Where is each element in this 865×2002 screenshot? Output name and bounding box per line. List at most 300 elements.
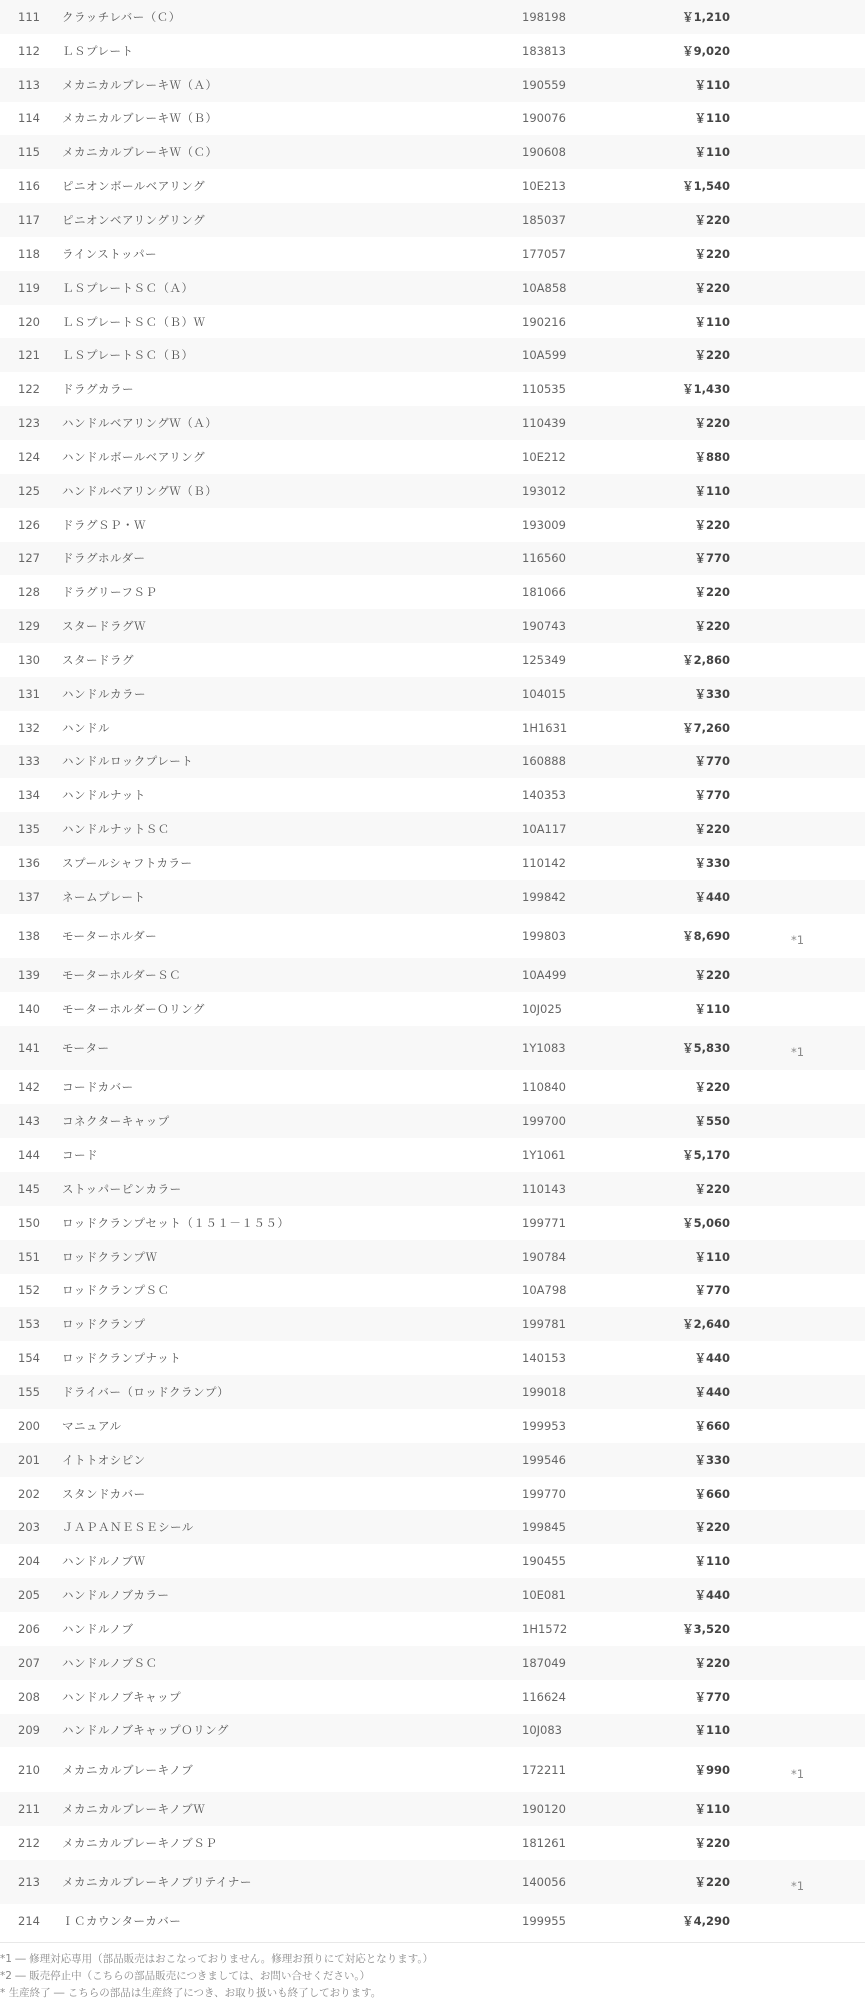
part-number: 111: [0, 0, 58, 34]
part-note: [730, 440, 865, 474]
part-price: ￥110: [694, 111, 730, 126]
part-note: [730, 1477, 865, 1511]
part-code: 199018: [522, 1375, 658, 1409]
part-code: 190608: [522, 135, 658, 169]
part-number: 113: [0, 68, 58, 102]
part-number: 145: [0, 1172, 58, 1206]
part-name: ハンドルノブＷ: [62, 1554, 146, 1569]
part-number: 124: [18, 449, 40, 464]
part-number: 133: [0, 745, 58, 779]
part-price: ￥4,290: [682, 1913, 730, 1928]
part-price: ￥220: [658, 1646, 730, 1680]
part-price: ￥220: [694, 517, 730, 532]
part-number: 129: [0, 609, 58, 643]
part-code: 199700: [522, 1104, 658, 1138]
part-code: 10J025: [522, 1002, 562, 1017]
part-code: 1Y1061: [522, 1148, 566, 1163]
part-number: 116: [18, 179, 40, 194]
part-name: メカニカルブレーキノブＷ: [58, 1792, 522, 1826]
part-code: 104015: [522, 677, 658, 711]
part-note: [730, 102, 865, 136]
part-name: ＬＳプレートＳＣ（Ａ）: [58, 271, 522, 305]
part-name: ＬＳプレート: [62, 43, 134, 58]
part-note: *1: [790, 933, 805, 948]
part-number: 125: [0, 474, 58, 508]
part-code: 199842: [522, 880, 658, 914]
part-number: 214: [18, 1913, 40, 1928]
part-code: 125349: [522, 652, 566, 667]
part-price: ￥220: [694, 1835, 730, 1850]
part-note: [730, 237, 865, 271]
part-note: [730, 0, 865, 34]
part-code: 190120: [522, 1792, 658, 1826]
part-number: 204: [18, 1554, 40, 1569]
part-name: ＩＣカウンターカバー: [62, 1913, 182, 1928]
part-name: ドラグカラー: [62, 382, 134, 397]
table-row: [0, 643, 865, 677]
part-price: ￥220: [658, 609, 730, 643]
table-row: [0, 1341, 865, 1375]
part-number: 208: [18, 1689, 40, 1704]
part-code: 140153: [522, 1351, 566, 1366]
part-note: [730, 1104, 865, 1138]
part-price: ￥660: [694, 1418, 730, 1433]
part-number: 135: [0, 812, 58, 846]
part-code: 110439: [522, 406, 658, 440]
part-price: ￥110: [658, 135, 730, 169]
part-price: ￥110: [658, 1714, 730, 1748]
part-note: [730, 508, 865, 542]
part-price: ￥770: [694, 1689, 730, 1704]
part-name: モーターホルダーＯリング: [62, 1002, 205, 1017]
part-note: [730, 1612, 865, 1646]
part-price: ￥2,860: [682, 652, 730, 667]
part-code: 185037: [522, 203, 658, 237]
part-price: ￥440: [694, 1351, 730, 1366]
part-note: [730, 812, 865, 846]
part-note: [730, 135, 865, 169]
part-note: [730, 1206, 865, 1240]
table-row: [0, 1680, 865, 1714]
table-row: [0, 1747, 865, 1792]
part-price: ￥220: [694, 246, 730, 261]
part-name: メカニカルブレーキＷ（Ｃ）: [58, 135, 522, 169]
part-price: ￥2,640: [658, 1307, 730, 1341]
part-price: ￥220: [658, 1172, 730, 1206]
part-number: 130: [18, 652, 40, 667]
table-row: [0, 1409, 865, 1443]
footnote-line: *2 ― 販売停止中（こちらの部品販売につきましては、お問い合せください。）: [0, 1969, 371, 1982]
table-row: [0, 271, 865, 305]
part-note: [730, 1341, 865, 1375]
part-code: 190784: [522, 1240, 658, 1274]
part-code: 10E212: [522, 449, 566, 464]
table-row: [0, 846, 865, 880]
part-code: 10E081: [522, 1578, 658, 1612]
table-row: [0, 958, 865, 992]
part-code: 160888: [522, 745, 658, 779]
part-note: [730, 1409, 865, 1443]
part-name: ハンドルナット: [62, 788, 146, 803]
table-row: [0, 305, 865, 339]
table-row: [0, 372, 865, 406]
part-code: 172211: [522, 1762, 566, 1777]
part-price: ￥110: [658, 474, 730, 508]
part-number: 202: [18, 1486, 40, 1501]
part-number: 200: [18, 1418, 40, 1433]
part-price: ￥440: [658, 1375, 730, 1409]
part-price: ￥550: [658, 1104, 730, 1138]
part-number: 122: [18, 382, 40, 397]
part-name: メカニカルブレーキノブ: [62, 1762, 194, 1777]
part-code: 110840: [522, 1080, 566, 1095]
part-number: 115: [0, 135, 58, 169]
part-price: ￥220: [658, 203, 730, 237]
part-price: ￥1,430: [682, 382, 730, 397]
part-note: [730, 677, 865, 711]
table-row: [0, 1612, 865, 1646]
part-note: [730, 1826, 865, 1860]
part-price: ￥220: [694, 585, 730, 600]
part-code: 187049: [522, 1646, 658, 1680]
part-price: ￥330: [658, 1443, 730, 1477]
part-price: ￥220: [658, 958, 730, 992]
part-price: ￥220: [658, 1860, 730, 1905]
part-name: スタンドカバー: [62, 1486, 146, 1501]
part-note: *1: [790, 1766, 805, 1781]
table-row: [0, 1206, 865, 1240]
part-number: 120: [18, 314, 40, 329]
part-note: [730, 711, 865, 745]
part-name: ネームプレート: [58, 880, 522, 914]
table-row: [0, 1578, 865, 1612]
part-price: ￥770: [658, 745, 730, 779]
part-note: [730, 609, 865, 643]
part-note: [730, 1510, 865, 1544]
part-code: 198198: [522, 0, 658, 34]
part-note: [730, 372, 865, 406]
part-name: マニュアル: [62, 1418, 122, 1433]
part-name: コード: [62, 1148, 98, 1163]
part-note: [730, 1680, 865, 1714]
part-code: 199781: [522, 1307, 658, 1341]
part-price: ￥220: [658, 271, 730, 305]
part-note: [730, 1792, 865, 1826]
part-note: [730, 1070, 865, 1104]
part-number: 143: [0, 1104, 58, 1138]
part-note: [730, 1240, 865, 1274]
part-name: コネクターキャップ: [58, 1104, 522, 1138]
part-number: 128: [18, 585, 40, 600]
part-number: 136: [18, 856, 40, 871]
part-note: *1: [730, 1026, 865, 1071]
table-row: [0, 880, 865, 914]
part-price: ￥110: [694, 1554, 730, 1569]
part-number: 154: [18, 1351, 40, 1366]
part-code: 110142: [522, 856, 566, 871]
part-name: スタードラグＷ: [58, 609, 522, 643]
part-code: 190743: [522, 609, 658, 643]
part-name: モーターホルダーＳＣ: [58, 958, 522, 992]
part-code: 190455: [522, 1554, 566, 1569]
part-number: 207: [0, 1646, 58, 1680]
part-price: ￥220: [694, 1080, 730, 1095]
part-name: ハンドルボールベアリング: [62, 449, 206, 464]
table-row: [0, 34, 865, 68]
table-row: [0, 135, 865, 169]
table-row: [0, 508, 865, 542]
part-number: 151: [0, 1240, 58, 1274]
part-number: 117: [0, 203, 58, 237]
part-price: ￥7,260: [682, 720, 730, 735]
footnote-line: * 生産終了 ― こちらの部品は生産終了につき、お取り扱いも終了しております。: [0, 1986, 382, 1999]
part-name: メカニカルブレーキＷ（Ａ）: [58, 68, 522, 102]
part-code: 10E213: [522, 179, 566, 194]
part-price: ￥330: [694, 856, 730, 871]
part-price: ￥440: [658, 1578, 730, 1612]
part-price: ￥1,210: [658, 0, 730, 34]
table-row: [0, 609, 865, 643]
part-name: ピニオンベアリングリング: [58, 203, 522, 237]
table-row: [0, 1544, 865, 1578]
table-row: [0, 440, 865, 474]
part-code: 199770: [522, 1486, 566, 1501]
part-note: [730, 745, 865, 779]
part-price: ￥110: [694, 314, 730, 329]
part-number: 127: [0, 542, 58, 576]
part-code: 140353: [522, 788, 566, 803]
part-code: 10A798: [522, 1283, 567, 1298]
part-note: [730, 880, 865, 914]
table-row: [0, 575, 865, 609]
part-price: ￥990: [694, 1762, 730, 1777]
part-name: ＪＡＰＡＮＥＳＥシール: [58, 1510, 522, 1544]
part-name: ハンドルノブ: [62, 1621, 134, 1636]
part-name: クラッチレバー（Ｃ）: [58, 0, 522, 34]
table-row: [0, 711, 865, 745]
table-row: [0, 542, 865, 576]
table-row: [0, 474, 865, 508]
part-name: ロッドクランプセット（１５１－１５５）: [62, 1215, 290, 1230]
part-name: ロッドクランプナット: [62, 1351, 182, 1366]
part-note: [730, 271, 865, 305]
part-price: ￥330: [658, 677, 730, 711]
table-row: [0, 237, 865, 271]
footnotes: [0, 1942, 865, 2002]
part-note: [730, 203, 865, 237]
part-code: 110535: [522, 382, 566, 397]
table-row: [0, 0, 865, 34]
part-name: ピニオンボールベアリング: [62, 179, 206, 194]
part-number: 150: [18, 1215, 40, 1230]
table-row: [0, 745, 865, 779]
part-number: 137: [0, 880, 58, 914]
part-code: 10A599: [522, 338, 658, 372]
part-name: ＬＳプレートＳＣ（Ｂ）Ｗ: [62, 314, 206, 329]
part-number: 126: [18, 517, 40, 532]
part-code: 116624: [522, 1689, 566, 1704]
table-row: [0, 68, 865, 102]
part-note: [730, 643, 865, 677]
part-name: ハンドルベアリングＷ（Ｂ）: [58, 474, 522, 508]
part-code: 181066: [522, 585, 566, 600]
part-note: [730, 1443, 865, 1477]
part-price: ￥8,690: [682, 929, 730, 944]
part-code: 199845: [522, 1510, 658, 1544]
table-row: [0, 169, 865, 203]
part-price: ￥110: [658, 68, 730, 102]
part-note: [730, 1544, 865, 1578]
part-name: ハンドルノブＳＣ: [58, 1646, 522, 1680]
part-number: 213: [0, 1860, 58, 1905]
part-code: 199953: [522, 1418, 566, 1433]
table-row: [0, 1443, 865, 1477]
part-number: 203: [0, 1510, 58, 1544]
part-name: ストッパーピンカラー: [58, 1172, 522, 1206]
part-note: [730, 1274, 865, 1308]
part-number: 144: [18, 1148, 40, 1163]
part-price: ￥220: [658, 812, 730, 846]
part-note: [730, 778, 865, 812]
part-number: 155: [0, 1375, 58, 1409]
part-name: ハンドルベアリングＷ（Ａ）: [58, 406, 522, 440]
table-row: [0, 1646, 865, 1680]
table-row: [0, 1070, 865, 1104]
footnote-line: *1 ― 修理対応専用（部品販売はおこなっておりません。修理お預りにて対応となります。）: [0, 1952, 434, 1965]
table-row: [0, 812, 865, 846]
part-note: [730, 1646, 865, 1680]
part-price: ￥5,830: [658, 1026, 730, 1071]
part-code: 116560: [522, 542, 658, 576]
table-row: [0, 1240, 865, 1274]
part-price: ￥3,520: [682, 1621, 730, 1636]
part-name: モーター: [58, 1026, 522, 1071]
part-name: スプールシャフトカラー: [62, 856, 193, 871]
part-code: 193012: [522, 474, 658, 508]
part-note: [730, 846, 865, 880]
part-name: ハンドルノブキャップＯリング: [58, 1714, 522, 1748]
part-number: 205: [0, 1578, 58, 1612]
table-row: [0, 1138, 865, 1172]
part-code: 190216: [522, 314, 566, 329]
table-row: [0, 992, 865, 1026]
part-name: ロッドクランプＳＣ: [62, 1283, 170, 1298]
part-name: ロッドクランプＷ: [58, 1240, 522, 1274]
part-code: 199546: [522, 1443, 658, 1477]
part-number: 114: [18, 111, 40, 126]
table-row: [0, 1307, 865, 1341]
part-price: ￥770: [694, 788, 730, 803]
table-row: [0, 677, 865, 711]
part-price: ￥770: [694, 1283, 730, 1298]
table-row: [0, 102, 865, 136]
part-number: 134: [18, 788, 40, 803]
part-name: モーターホルダー: [62, 929, 158, 944]
table-row: [0, 1026, 865, 1071]
part-name: ラインストッパー: [62, 246, 157, 261]
part-note: [730, 575, 865, 609]
part-note: [730, 305, 865, 339]
part-price: ￥660: [694, 1486, 730, 1501]
part-number: 142: [18, 1080, 40, 1095]
part-number: 201: [0, 1443, 58, 1477]
table-row: [0, 1826, 865, 1860]
table-row: [0, 1172, 865, 1206]
part-note: [730, 1172, 865, 1206]
part-note: *1: [730, 1860, 865, 1905]
part-code: 193009: [522, 517, 566, 532]
part-price: ￥220: [658, 1510, 730, 1544]
part-name: スタードラグ: [62, 652, 134, 667]
part-code: 183813: [522, 43, 566, 58]
part-name: ドライバー（ロッドクランプ）: [58, 1375, 522, 1409]
part-price: ￥440: [658, 880, 730, 914]
part-note: [730, 542, 865, 576]
part-name: メカニカルブレーキＷ（Ｂ）: [62, 111, 218, 126]
part-code: 110143: [522, 1172, 658, 1206]
part-name: ドラグＳＰ・Ｗ: [62, 517, 146, 532]
part-name: ハンドル: [62, 720, 110, 735]
part-name: ドラグリーフＳＰ: [62, 585, 158, 600]
part-price: ￥1,540: [682, 179, 730, 194]
table-row: [0, 406, 865, 440]
part-note: [730, 1578, 865, 1612]
part-price: ￥880: [694, 449, 730, 464]
part-price: ￥110: [658, 1240, 730, 1274]
part-code: 1H1631: [522, 720, 568, 735]
part-name: イトトオシピン: [58, 1443, 522, 1477]
part-number: 141: [0, 1026, 58, 1071]
part-code: 190559: [522, 68, 658, 102]
part-number: 209: [0, 1714, 58, 1748]
table-row: [0, 1104, 865, 1138]
table-row: [0, 338, 865, 372]
part-number: 123: [0, 406, 58, 440]
part-note: [730, 338, 865, 372]
table-row: [0, 778, 865, 812]
part-note: [730, 1138, 865, 1172]
part-code: 10A858: [522, 271, 658, 305]
part-price: ￥770: [658, 542, 730, 576]
part-note: [730, 169, 865, 203]
part-code: 190076: [522, 111, 566, 126]
part-note: [730, 1904, 865, 1938]
part-number: 152: [18, 1283, 40, 1298]
part-note: [730, 1307, 865, 1341]
part-code: 1Y1083: [522, 1026, 658, 1071]
part-number: 140: [18, 1002, 40, 1017]
part-name: ドラグホルダー: [58, 542, 522, 576]
part-code: 181261: [522, 1835, 566, 1850]
table-row: [0, 1792, 865, 1826]
part-code: 199771: [522, 1215, 566, 1230]
part-name: コードカバー: [62, 1080, 134, 1095]
part-number: 121: [0, 338, 58, 372]
part-name: ハンドルノブキャップ: [62, 1689, 182, 1704]
part-name: ロッドクランプ: [58, 1307, 522, 1341]
part-number: 132: [18, 720, 40, 735]
part-name: メカニカルブレーキノブリテイナー: [58, 1860, 522, 1905]
part-note: [730, 1375, 865, 1409]
part-number: 206: [18, 1621, 40, 1636]
part-price: ￥220: [658, 406, 730, 440]
part-number: 138: [18, 929, 40, 944]
part-number: 153: [0, 1307, 58, 1341]
part-note: [730, 958, 865, 992]
table-row: [0, 1860, 865, 1905]
part-price: ￥110: [694, 1002, 730, 1017]
part-name: ハンドルノブカラー: [58, 1578, 522, 1612]
